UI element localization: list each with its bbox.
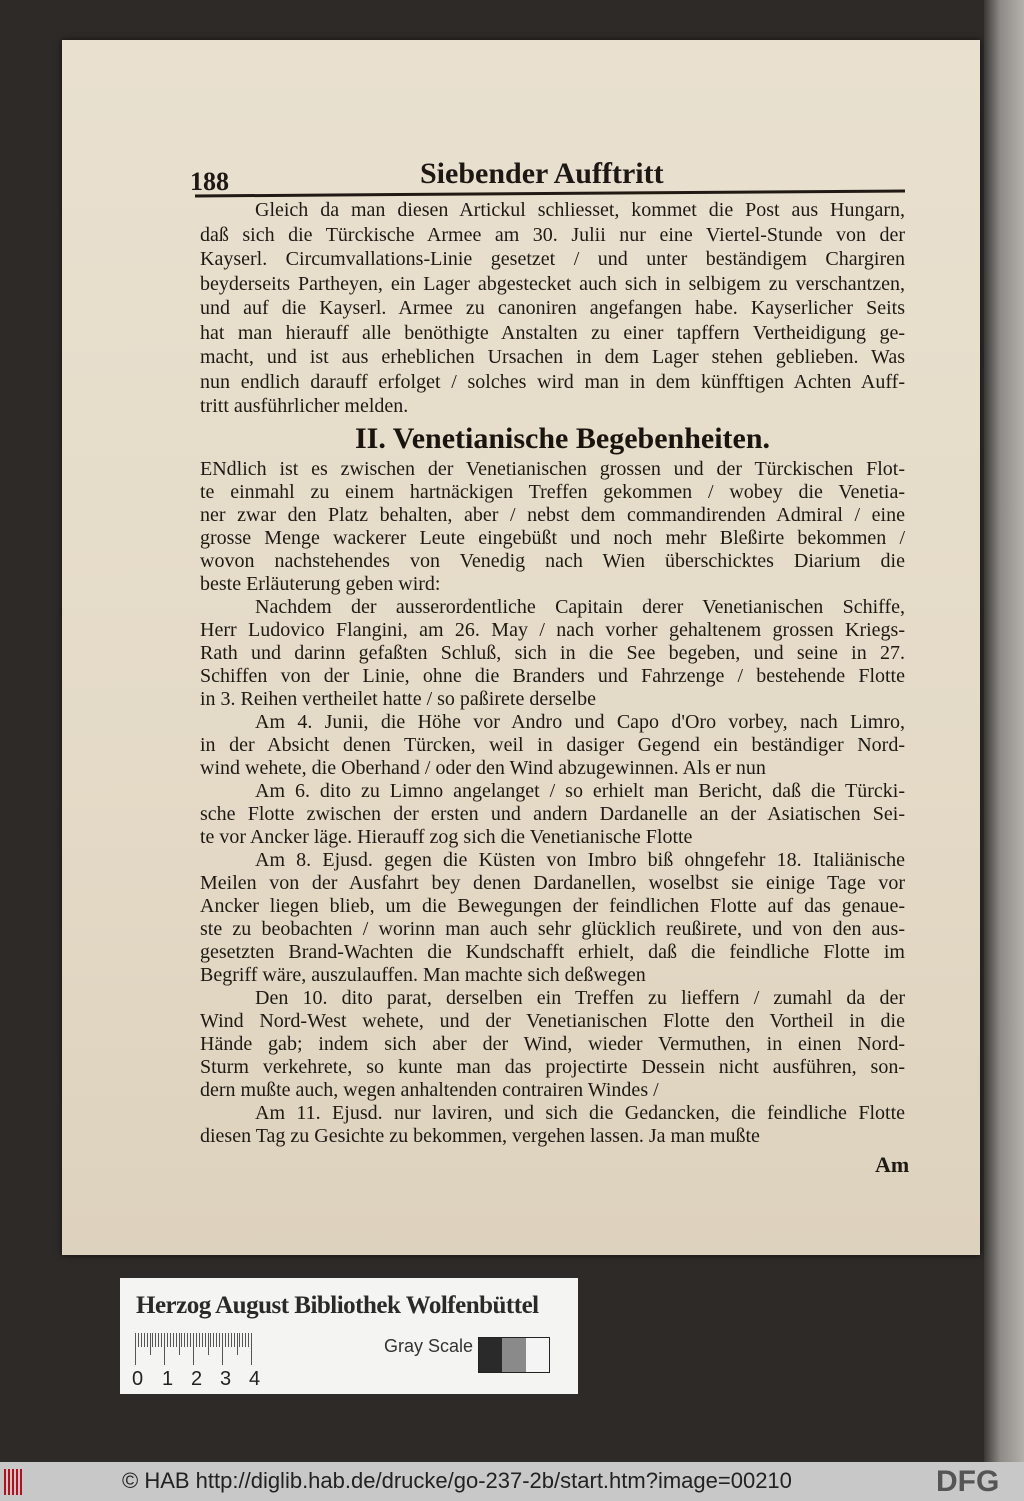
- text-line: ner zwar den Platz behalten, aber / nebst dem commandirenden Admiral / eine: [200, 504, 905, 526]
- page-number: 188: [190, 167, 229, 196]
- ruler-tick: [193, 1333, 194, 1365]
- text-line: Ancker liegen blieb, um die Bewegungen der feindlichen Flotte auf das genaue-: [200, 895, 905, 917]
- scale-number: 2: [191, 1368, 203, 1390]
- ruler-tick: [196, 1333, 197, 1347]
- running-title: Siebender Aufftritt: [420, 157, 664, 190]
- ruler-tick: [245, 1333, 246, 1347]
- gray-swatch: [479, 1338, 502, 1372]
- text-line: daß sich die Türckische Armee am 30. Julii nur eine Viertel-Stunde von der: [200, 223, 905, 246]
- text-line: wind wehete, die Oberhand / oder den Wind abzugewinnen. Als er nun: [200, 757, 766, 779]
- ruler-tick: [190, 1333, 191, 1347]
- text-line: Am 4. Junii, die Höhe vor Andro und Capo d'Oro vorbey, nach Limro,: [255, 711, 905, 733]
- text-line: beyderseits Partheyen, ein Lager abgestecket auch sich in selbigem zu verschantzen,: [200, 272, 905, 295]
- text-line: in der Absicht denen Türcken, weil in dasiger Gegend ein beständiger Nord-: [200, 734, 905, 756]
- text-line: wovon nachstehendes von Venedig nach Wien überschicktes Diarium die: [200, 550, 905, 572]
- ruler-tick: [161, 1333, 162, 1347]
- gray-scale-label: Gray Scale: [384, 1336, 474, 1356]
- ruler-tick: [225, 1333, 226, 1347]
- scale-number: 1: [162, 1368, 174, 1390]
- catchword: Am: [875, 1152, 910, 1177]
- ruler-tick: [239, 1333, 240, 1347]
- ruler-tick: [144, 1333, 145, 1347]
- text-line: Kayserl. Circumvallations-Linie gesetzet / und unter beständigem Chargiren: [200, 248, 905, 270]
- text-line: te vor Ancker läge. Hierauff zog sich die Venetianische Flotte: [200, 826, 693, 848]
- text-line: tritt ausführlicher melden.: [200, 395, 409, 417]
- text-line: Den 10. dito parat, derselben ein Treffen zu lieffern / zumahl da der: [255, 987, 905, 1009]
- ruler-tick: [205, 1333, 206, 1347]
- text-line: Nachdem der ausserordentliche Capitain derer Venetianischen Schiffe,: [255, 596, 905, 618]
- text-line: Rath und darinn gefaßten Schluß, sich in die See begeben, und seine in 27.: [200, 642, 905, 664]
- ruler-tick: [141, 1333, 142, 1347]
- text-line: ste zu beobachten / worinn man auch sehr glücklich reußirete, und von den aus-: [200, 918, 905, 940]
- text-line: in 3. Reihen vertheilet hatte / so paßirete derselbe: [200, 688, 596, 710]
- gray-swatch: [526, 1338, 549, 1372]
- text-line: hat man hierauff alle benöthigte Anstalten zu einer tapffern Vertheidigung ge-: [200, 321, 905, 344]
- text-line: grosse Menge wackerer Leute eingebüßt und noch mehr Bleßirte bekommen /: [200, 527, 905, 549]
- ruler-tick: [167, 1333, 168, 1347]
- ruler-tick: [213, 1333, 214, 1347]
- gray-scale-swatches: [478, 1337, 550, 1373]
- ruler-tick: [231, 1333, 232, 1347]
- ruler-tick: [155, 1333, 156, 1347]
- color-scale-card: [120, 1278, 578, 1394]
- section-heading: II. Venetianische Begebenheiten.: [355, 422, 771, 455]
- paragraph-2: [200, 458, 905, 1148]
- ruler-tick: [248, 1333, 249, 1347]
- scale-number: 4: [249, 1368, 261, 1390]
- text-line: diesen Tag zu Gesichte zu bekommen, vergehen lassen. Ja man mußte: [200, 1125, 760, 1147]
- ruler-tick: [219, 1333, 220, 1347]
- ruler-tick: [173, 1333, 174, 1347]
- text-line: nun endlich darauff erfolget / solches wird man in dem künfftigen Achten Auff-: [200, 370, 905, 393]
- ruler-tick: [208, 1333, 209, 1355]
- ruler-tick: [150, 1333, 151, 1355]
- page-header: [190, 155, 920, 195]
- ruler-tick: [222, 1333, 223, 1365]
- paragraph-1: [200, 198, 905, 419]
- ruler-tick: [147, 1333, 148, 1347]
- ruler-tick: [184, 1333, 185, 1347]
- text-line: ENdlich ist es zwischen der Venetianischen grossen und der Türckischen Flot-: [200, 458, 905, 480]
- ruler-tick: [210, 1333, 211, 1347]
- ruler: [135, 1333, 255, 1365]
- ruler-tick: [179, 1333, 180, 1355]
- text-line: Meilen von der Ausfahrt bey denen Dardanellen, woselbst sie einige Tage vor: [200, 872, 905, 894]
- ruler-tick: [199, 1333, 200, 1347]
- adjacent-page-edge: [984, 0, 1024, 1462]
- text-line: gesetzten Brand-Wachten die Kundschafft erhielt, daß die feindliche Flotte im: [200, 941, 905, 963]
- dfg-logo: DFG: [936, 1465, 1000, 1498]
- ruler-tick: [216, 1333, 217, 1347]
- ruler-tick: [242, 1333, 243, 1347]
- ruler-tick: [170, 1333, 171, 1347]
- text-line: Begriff wäre, auszulauffen. Man machte sich deßwegen: [200, 964, 646, 986]
- ruler-tick: [237, 1333, 238, 1355]
- text-line: beste Erläuterung geben wird:: [200, 573, 441, 595]
- text-line: Wind Nord-West wehete, und der Venetianischen Flotte den Vortheil in die: [200, 1010, 905, 1032]
- library-name: Herzog August Bibliothek Wolfenbüttel: [136, 1292, 539, 1319]
- ruler-tick: [187, 1333, 188, 1347]
- text-line: Am 8. Ejusd. gegen die Küsten von Imbro biß ohngefehr 18. Italiänische: [255, 849, 905, 871]
- ruler-tick: [138, 1333, 139, 1347]
- text-line: Am 6. dito zu Limno angelanget / so erhielt man Bericht, daß die Türcki-: [255, 780, 905, 802]
- text-line: Sturm verkehrete, so kunte man das projectirte Dessein nicht ausführen, son-: [200, 1056, 905, 1078]
- text-line: und auf die Kayserl. Armee zu canoniren angefangen habe. Kayserlicher Seits: [200, 297, 905, 319]
- text-line: macht, und ist aus erheblichen Ursachen in dem Lager stehen geblieben. Was: [200, 346, 905, 368]
- hab-logo-icon: [4, 1469, 24, 1495]
- footer-bar: [0, 1462, 1024, 1501]
- text-line: sche Flotte zwischen der ersten und andern Dardanelle an der Asiatischen Sei-: [200, 803, 905, 825]
- text-line: Am 11. Ejusd. nur laviren, und sich die Gedancken, die feindliche Flotte: [255, 1102, 905, 1124]
- ruler-tick: [202, 1333, 203, 1347]
- text-line: te einmahl zu einem hartnäckigen Treffen gekommen / wobey die Venetia-: [200, 481, 905, 503]
- ruler-tick: [164, 1333, 165, 1365]
- gray-swatch: [502, 1338, 525, 1372]
- copyright-credit: © HAB http://diglib.hab.de/drucke/go-237-2b/start.htm?image=00210: [122, 1468, 792, 1493]
- ruler-tick: [181, 1333, 182, 1347]
- text-line: dern mußte auch, wegen anhaltenden contrairen Windes /: [200, 1079, 659, 1101]
- ruler-tick: [135, 1333, 136, 1365]
- ruler-tick: [176, 1333, 177, 1347]
- ruler-tick: [158, 1333, 159, 1347]
- scale-number: 3: [220, 1368, 232, 1390]
- text-line: Gleich da man diesen Artickul schliesset, kommet die Post aus Hungarn,: [255, 199, 905, 221]
- ruler-tick: [251, 1333, 252, 1365]
- text-line: Hände gab; indem sich aber der Wind, wieder Vermuthen, in einen Nord-: [200, 1033, 905, 1055]
- ruler-tick: [152, 1333, 153, 1347]
- text-line: Schiffen von der Linie, ohne die Branders und Fahrzenge / bestehende Flotte: [200, 665, 905, 687]
- ruler-tick: [234, 1333, 235, 1347]
- ruler-tick: [228, 1333, 229, 1347]
- text-line: Herr Ludovico Flangini, am 26. May / nach vorher gehaltenem grossen Kriegs-: [200, 619, 905, 641]
- scale-number: 0: [132, 1368, 144, 1390]
